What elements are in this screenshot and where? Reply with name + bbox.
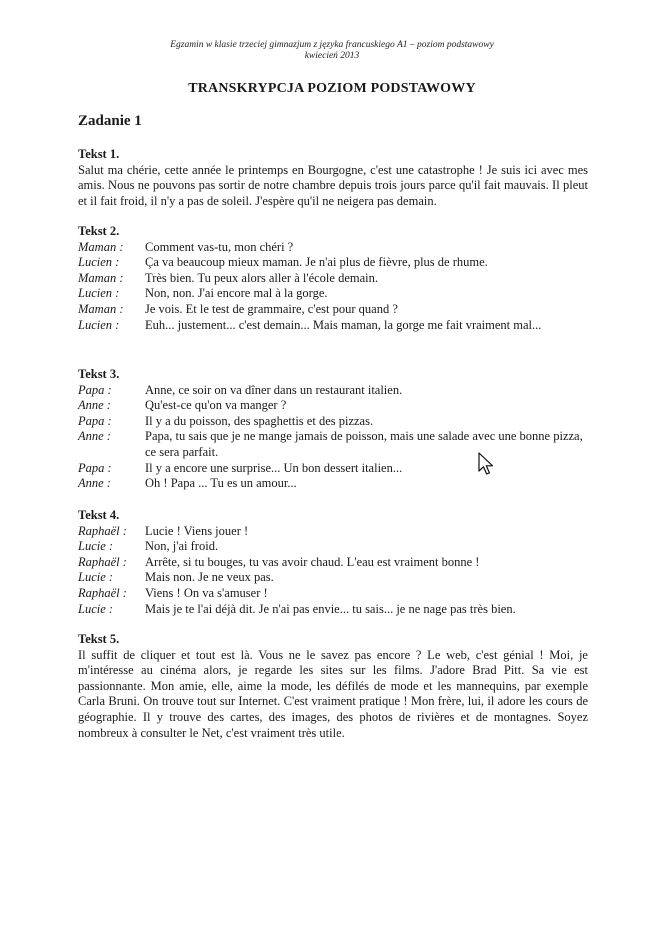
speaker-name: Lucie : [78,601,114,616]
dialogue-text: Mais je te l'ai déjà dit. Je n'ai pas envie... tu sais... je ne nage pas très bien. [145,601,516,616]
dialogue-line [78,555,588,571]
dialogue-line [78,240,588,256]
exam-header [0,40,664,62]
dialogue-line [78,476,588,492]
speaker-name: Anne : [78,429,111,444]
dialogue-text: Il y a du poisson, des spaghettis et des pizzas. [145,413,374,428]
exam-header-line-1: Egzamin w klasie trzeciej gimnazjum z języka francuskiego A1 – poziom podstawowy [170,40,494,50]
speaker-name: Anne : [78,476,111,491]
speaker-name: Anne : [78,398,111,413]
tekst-3-heading: Tekst 3. [78,367,120,381]
mouse-pointer-icon [478,452,494,476]
speaker-name: Lucien : [78,286,120,301]
dialogue-text: Il y a encore une surprise... Un bon dessert italien... [145,460,403,475]
tekst-5-heading: Tekst 5. [78,632,120,646]
tekst-4-heading: Tekst 4. [78,508,120,522]
dialogue-text: Anne, ce soir on va dîner dans un restaurant italien. [145,382,403,397]
dialogue-line [78,461,588,477]
tekst-2-section [78,224,588,333]
tekst-3-section [78,367,588,492]
dialogue-text: Oh ! Papa ... Tu es un amour... [145,476,297,491]
speaker-name: Lucie : [78,539,114,554]
tekst-5-paragraph: Il suffit de cliquer et tout est là. Vous ne le savez pas encore ? Le web, c'est génial ! Moi, je m'intéresse au cinéma alors, je regarde les sites sur les films. J'adore Brad Pitt. Sa vie est passionnante. Mon amie, elle, aime la mode, les défilés de mode et les mannequins, par exemple Carla Bruni. On trouve tout sur Internet. C'est vraiment pratique ! Mon frère, lui, il adore les cours de géographie. Il y trouve des cartes, des images, des photos de rivières et de montagnes. Soyez nombreux à consulter le Net, c'est vraiment très utile. [78,647,588,740]
speaker-name: Raphaël : [78,523,127,538]
dialogue-line [78,302,588,318]
dialogue-text: Ça va beaucoup mieux maman. Je n'ai plus de fièvre, plus de rhume. [145,255,488,270]
dialogue-line [78,414,588,430]
dialogue-text: Mais non. Je ne veux pas. [145,570,274,585]
dialogue-text: Lucie ! Viens jouer ! [145,523,249,538]
dialogue-line [78,255,588,271]
tekst-1-paragraph: Salut ma chérie, cette année le printemps en Bourgogne, c'est une catastrophe ! Je suis ici avec mes amis. Nous ne pouvons pas sortir de notre chambre depuis trois jours parce qu'il fait mauvais. Il pleut et il fait froid, il n'y a pas de soleil. J'espère qu'il ne neigera pas demain. [78,162,588,208]
tekst-2-heading: Tekst 2. [78,224,120,238]
tekst-1-heading: Tekst 1. [78,147,120,161]
exam-header-line-2: kwiecień 2013 [304,51,360,61]
dialogue-line [78,429,588,460]
speaker-name: Maman : [78,270,124,285]
speaker-name: Papa : [78,413,112,428]
dialogue-line [78,539,588,555]
dialogue-line [78,524,588,540]
tekst-1-section [78,147,588,209]
speaker-name: Papa : [78,460,112,475]
speaker-name: Raphaël : [78,554,127,569]
speaker-name: Papa : [78,382,112,397]
dialogue-text: Je vois. Et le test de grammaire, c'est pour quand ? [145,301,398,316]
dialogue-line [78,271,588,287]
tekst-4-section [78,508,588,617]
dialogue-line [78,383,588,399]
dialogue-text: Qu'est-ce qu'on va manger ? [145,398,287,413]
dialogue-text: Euh... justement... c'est demain... Mais maman, la gorge me fait vraiment mal... [145,317,542,332]
dialogue-line [78,586,588,602]
speaker-name: Maman : [78,239,124,254]
dialogue-line [78,286,588,302]
speaker-name: Lucien : [78,255,120,270]
dialogue-text: Non, j'ai froid. [145,539,219,554]
dialogue-text: Viens ! On va s'amuser ! [145,585,268,600]
dialogue-text: Très bien. Tu peux alors aller à l'école demain. [145,270,378,285]
dialogue-line [78,570,588,586]
dialogue-text: Comment vas-tu, mon chéri ? [145,239,294,254]
speaker-name: Raphaël : [78,585,127,600]
tekst-5-section [78,632,588,741]
dialogue-text: Arrête, si tu bouges, tu vas avoir chaud. L'eau est vraiment bonne ! [145,554,480,569]
task-heading: Zadanie 1 [78,113,142,129]
dialogue-text: Non, non. J'ai encore mal à la gorge. [145,286,328,301]
dialogue-line [78,318,588,334]
dialogue-text: Papa, tu sais que je ne mange jamais de poisson, mais une salade avec une bonne pizza, ce sera parfait. [145,429,583,459]
speaker-name: Maman : [78,301,124,316]
dialogue-line [78,398,588,414]
page-title: TRANSKRYPCJA POZIOM PODSTAWOWY [188,81,476,96]
dialogue-line [78,602,588,618]
speaker-name: Lucie : [78,570,114,585]
speaker-name: Lucien : [78,317,120,332]
